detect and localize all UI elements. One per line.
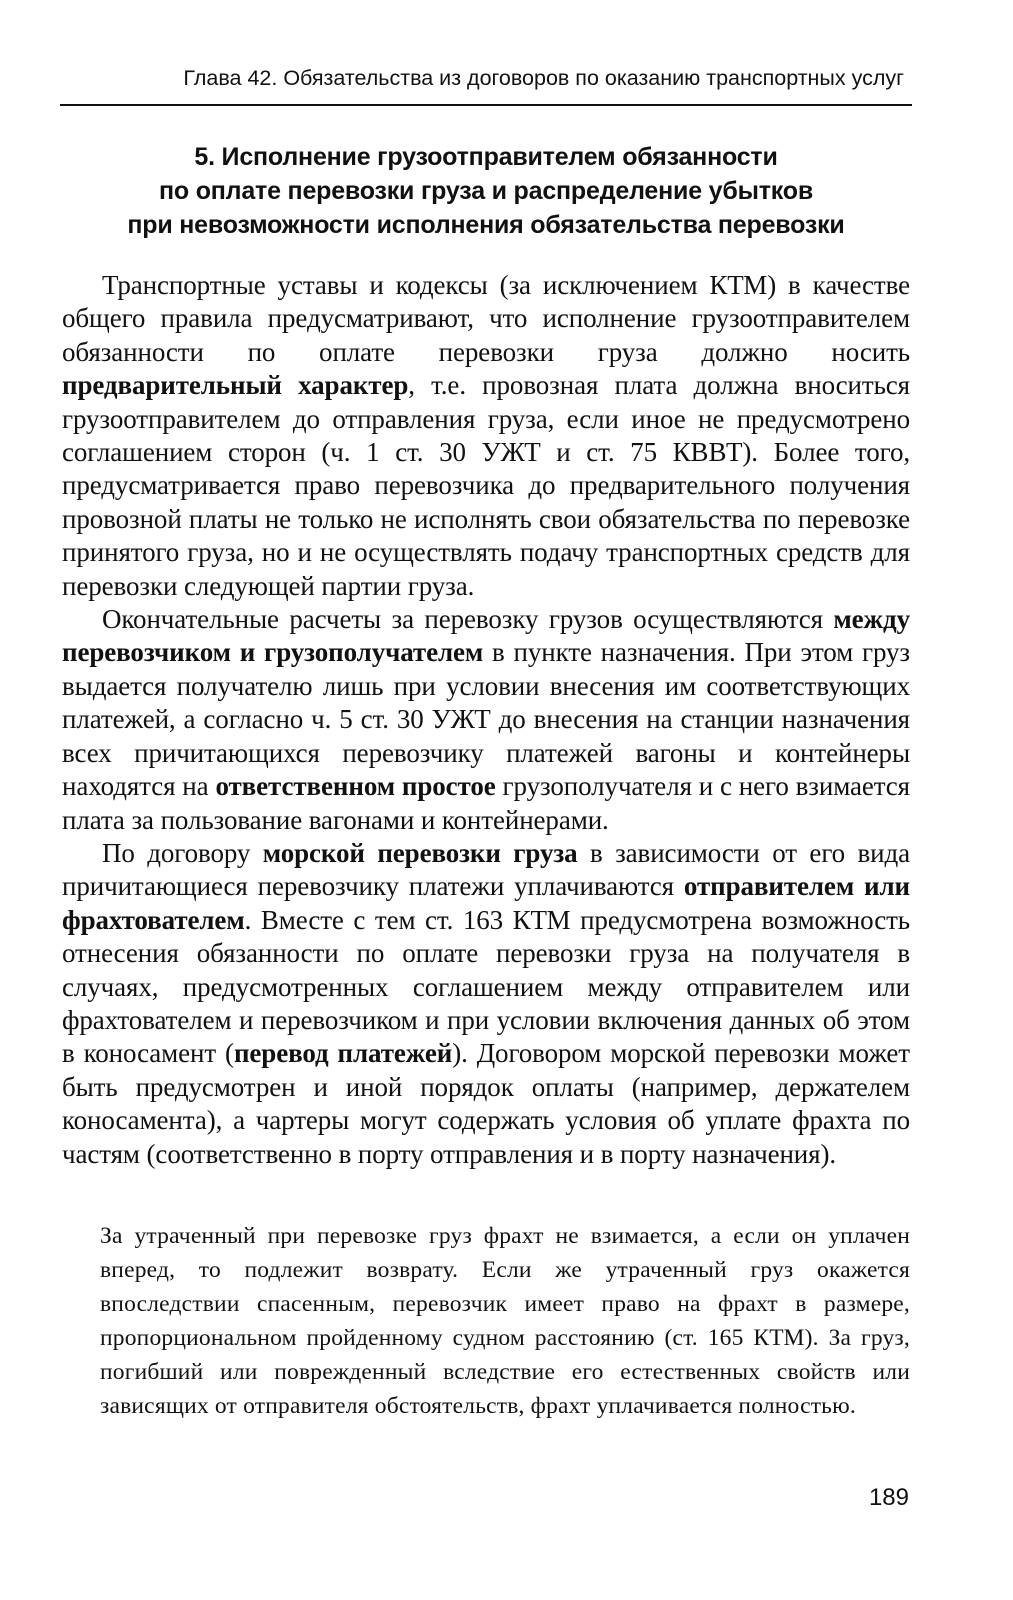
paragraph-text: в пункте назначения. При этом груз выдается получателю лишь при условии внесения им соответствующих платежей, а согласно ч. 5 ст. 30 УЖТ до внесения на станции назначения всех причитающихся перевозчику платежей вагоны и контейнеры находятся на <box>62 637 910 802</box>
section-title-line: при невозможности исполнения обязательства перевозки <box>127 211 845 239</box>
page-number: 189 <box>868 1484 909 1511</box>
paragraph <box>62 837 910 1171</box>
note-paragraph: За утраченный при перевозке груз фрахт не взимается, а если он уплачен вперед, то подлежит возврату. Если же утраченный груз окажется впоследствии спасенным, перевозчик имеет право на фрахт в размере, пропорциональном пройденному судном расстоянию (ст. 165 КТМ). За груз, погибший или поврежденный вследствие его естественных свойств или зависящих от отправителя обстоятельств, фрахт уплачивается полностью. <box>100 1223 910 1419</box>
header-divider <box>60 104 912 106</box>
paragraph-text: грузополучателя и с него взимается плата за пользование вагонами и контейнерами. <box>62 771 910 835</box>
paragraph-text: . Вместе с тем ст. 163 КТМ предусмотрена возможность отнесения обязанности по оплате перевозки груза на получателя в случаях, предусмотренных соглашением между отправителем или фрахтователем и перевозчиком и при условии включения данных об этом в коносамент ( <box>62 904 910 1069</box>
section-title-line: 5. Исполнение грузоотправителем обязанности <box>194 143 778 171</box>
emphasis-text: предварительный характер <box>62 370 409 401</box>
running-header: Глава 42. Обязательства из договоров по оказанию транспортных услуг <box>183 66 904 90</box>
paragraph-text: Транспортные уставы и кодексы (за исключением КТМ) в качестве общего правила предусматривают, что исполнение грузоотправителем обязанности по оплате перевозки груза должно носить <box>62 270 910 367</box>
paragraph-text: в зависимости от его вида причитающиеся перевозчику платежи уплачиваются <box>62 837 910 902</box>
body-text <box>62 269 910 1171</box>
section-title-line: по оплате перевозки груза и распределение убытков <box>158 177 814 205</box>
small-print-note <box>100 1219 910 1423</box>
paragraph-text: , т.е. провозная плата должна вноситься грузоотправителем до отправления груза, если иное не предусмотрено соглашением сторон (ч. 1 ст. 30 УЖТ и ст. 75 КВВТ). Более того, предусматривается право перевозчика до предварительного получения провозной платы не только не исполнять свои обязательства по перевозке принятого груза, но и не осуществлять подачу транспортных средств для перевозки следующей партии груза. <box>62 370 910 601</box>
emphasis-text: перевод платежей <box>233 1038 453 1069</box>
emphasis-text: морской перевозки груза <box>262 837 578 868</box>
emphasis-text: между перевозчиком и грузополучателем <box>62 604 910 668</box>
paragraph <box>62 603 910 837</box>
paragraph-text: Окончательные расчеты за перевозку грузов осуществляются <box>102 604 834 635</box>
emphasis-text: отправителем или фрахтователем <box>62 871 910 935</box>
paragraph-text: ). Договором морской перевозки может быть предусмотрен и иной порядок оплаты (например, держателем коносамента), а чартеры могут содержать условия об уплате фрахта по частям (соответственно в порту отправления и в порту назначения). <box>62 1038 911 1169</box>
section-title <box>60 140 912 242</box>
paragraph <box>62 269 910 603</box>
paragraph-text: По договору <box>102 837 263 868</box>
emphasis-text: ответственном простое <box>215 771 496 802</box>
